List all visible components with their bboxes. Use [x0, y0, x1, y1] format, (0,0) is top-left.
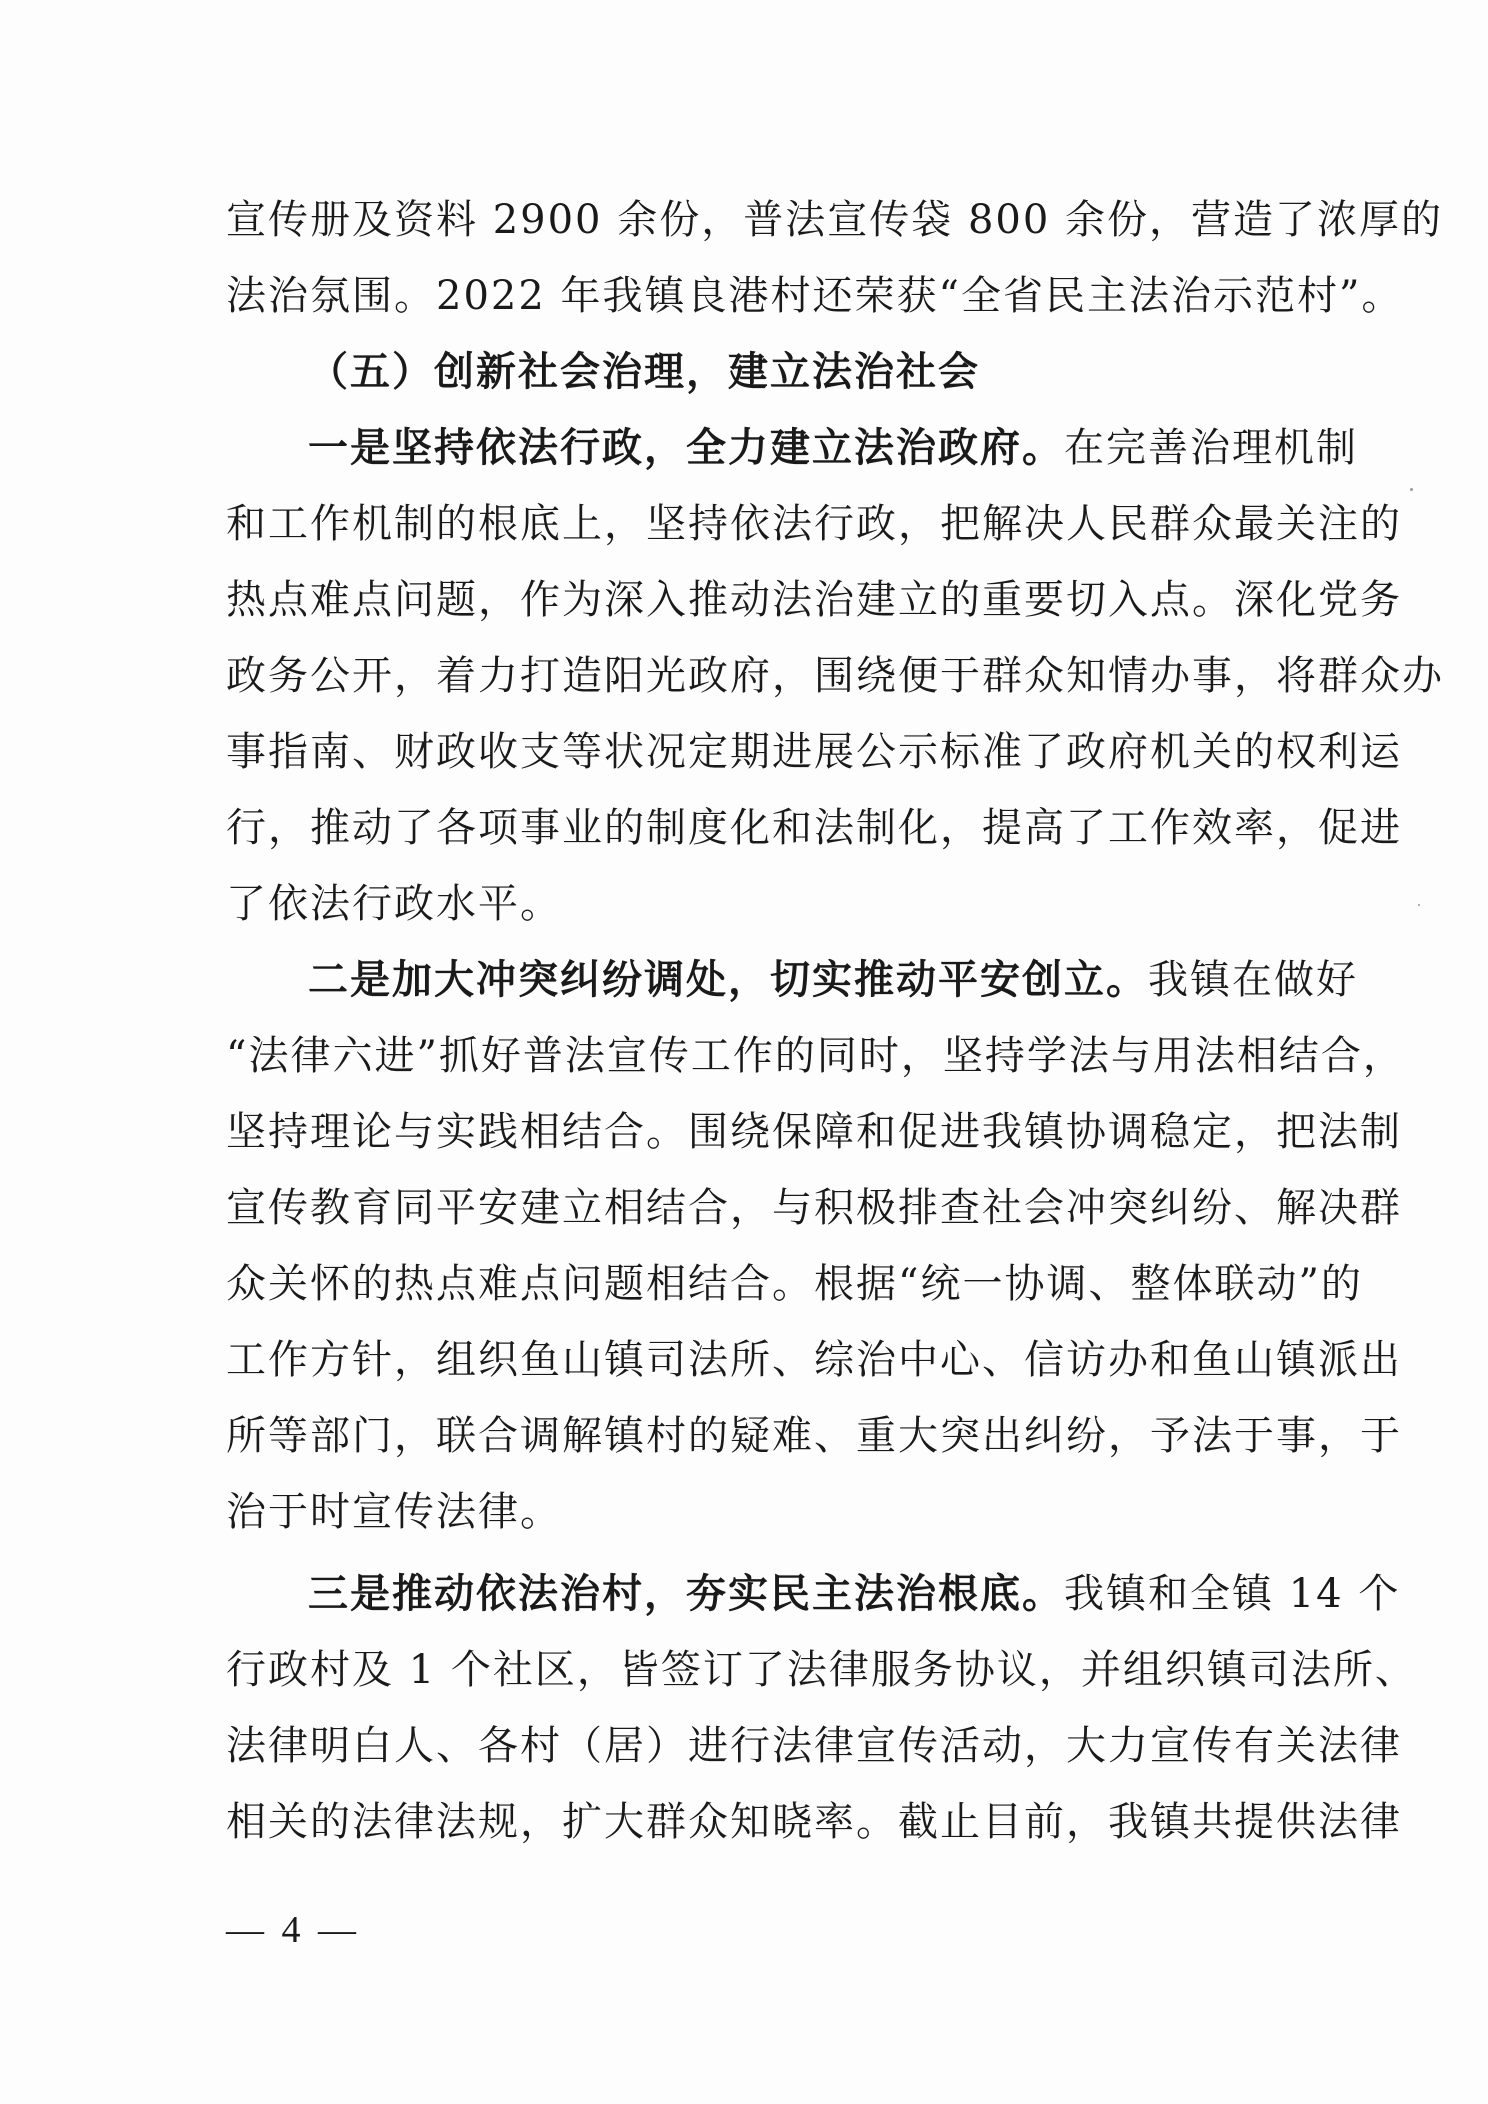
paragraph-lead-rest: 我镇和全镇 14 个 [1064, 1571, 1401, 1617]
paragraph-line [308, 950, 1358, 1010]
paragraph-line: 工作方针，组织鱼山镇司法所、综治中心、信访办和鱼山镇派出 [226, 1337, 1402, 1383]
paragraph-line: 事指南、财政收支等状况定期进展公示标准了政府机关的权利运 [226, 729, 1402, 775]
paragraph-lead-rest: 在完善治理机制 [1064, 425, 1358, 471]
paragraph-line: 了依法行政水平。 [226, 881, 562, 927]
paragraph-line: 众关怀的热点难点问题相结合。根据“统一协调、整体联动”的 [226, 1261, 1363, 1307]
paragraph-line: 相关的法律法规，扩大群众知晓率。截止目前，我镇共提供法律 [226, 1799, 1402, 1845]
page-number: — 4 — [226, 1909, 360, 1951]
scan-speck [1410, 488, 1413, 491]
paragraph-line [308, 418, 1358, 478]
paragraph-line: 法治氛围。2022 年我镇良港村还荣获“全省民主法治示范村”。 [226, 273, 1404, 319]
paragraph-lead-rest: 我镇在做好 [1148, 957, 1358, 1003]
paragraph-line: 热点难点问题，作为深入推动法治建立的重要切入点。深化党务 [226, 577, 1402, 623]
paragraph-line: 宣传教育同平安建立相结合，与积极排查社会冲突纠纷、解决群 [226, 1185, 1402, 1231]
scan-speck [1418, 904, 1420, 906]
paragraph-lead-bold: 三是推动依法治村，夯实民主法治根底。 [308, 1570, 1064, 1617]
paragraph-lead-bold: 一是坚持依法行政，全力建立法治政府。 [308, 424, 1064, 471]
paragraph-line: 法律明白人、各村（居）进行法律宣传活动，大力宣传有关法律 [226, 1723, 1402, 1769]
paragraph-line: 所等部门，联合调解镇村的疑难、重大突出纠纷，予法于事，于 [226, 1413, 1402, 1459]
paragraph-line: 宣传册及资料 2900 余份，普法宣传袋 800 余份，营造了浓厚的 [226, 197, 1444, 243]
paragraph-line: 政务公开，着力打造阳光政府，围绕便于群众知情办事，将群众办 [226, 653, 1444, 699]
paragraph-lead-bold: 二是加大冲突纠纷调处，切实推动平安创立。 [308, 956, 1148, 1003]
paragraph-line: 和工作机制的根底上，坚持依法行政，把解决人民群众最关注的 [226, 501, 1402, 547]
paragraph-line: “法律六进”抓好普法宣传工作的同时，坚持学法与用法相结合， [226, 1033, 1405, 1079]
paragraph-line: 坚持理论与实践相结合。围绕保障和促进我镇协调稳定，把法制 [226, 1109, 1402, 1155]
paragraph-line: 行政村及 1 个社区，皆签订了法律服务协议，并组织镇司法所、 [226, 1647, 1417, 1693]
section-heading: （五）创新社会治理，建立法治社会 [308, 348, 980, 395]
paragraph-line: 行，推动了各项事业的制度化和法制化，提高了工作效率，促进 [226, 805, 1402, 851]
paragraph-line: 治于时宣传法律。 [226, 1489, 562, 1535]
paragraph-line [308, 1564, 1401, 1624]
